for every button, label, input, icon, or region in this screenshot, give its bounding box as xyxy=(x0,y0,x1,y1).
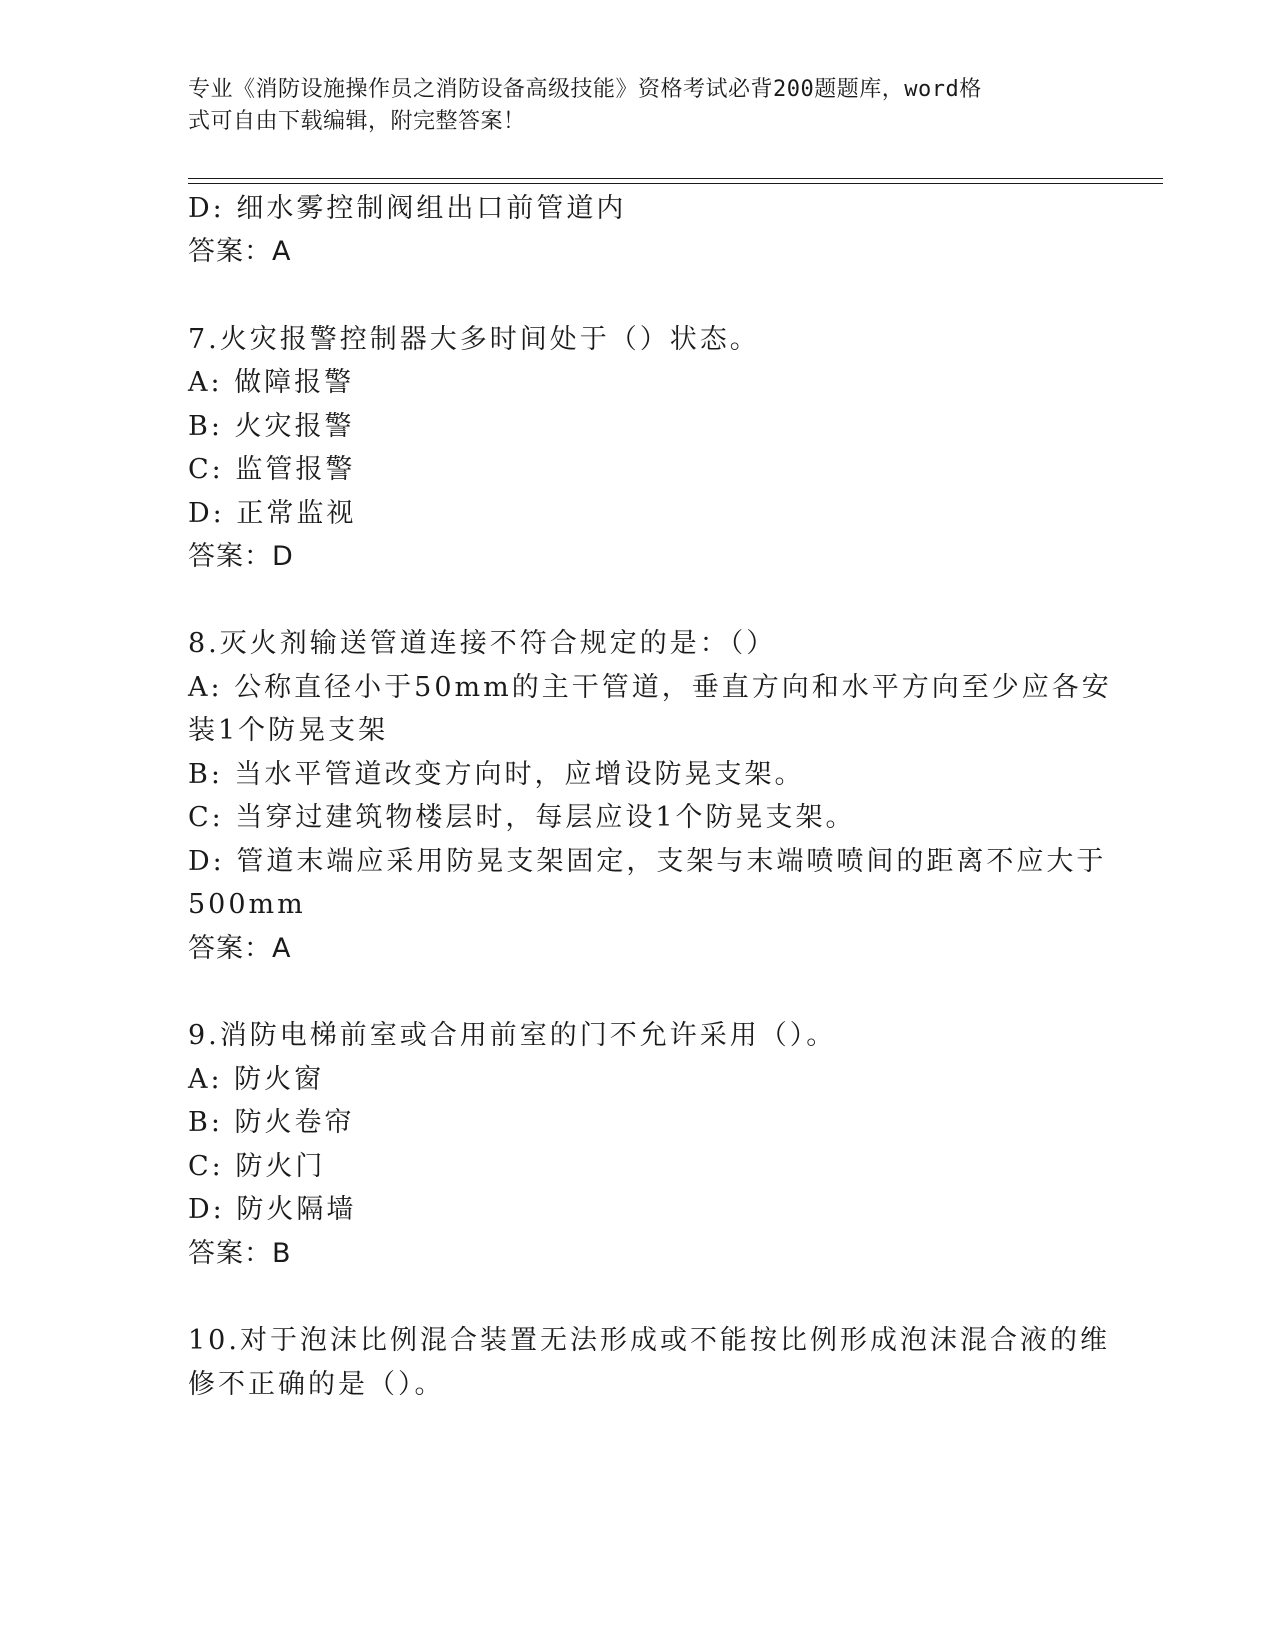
header-line-2: 式可自由下载编辑，附完整答案！ xyxy=(188,109,526,134)
q6-answer: 答案：A xyxy=(188,236,292,267)
q8-option-a-line-2: 装1个防晃支架 xyxy=(188,715,389,746)
q7-option-c: C: 监管报警 xyxy=(188,454,356,485)
q8-option-b: B: 当水平管道改变方向时，应增设防晃支架。 xyxy=(188,759,805,790)
header-divider-top xyxy=(188,178,1163,179)
q9-option-b: B: 防火卷帘 xyxy=(188,1107,355,1138)
q7-answer: 答案：D xyxy=(188,541,294,572)
q7-option-a: A: 做障报警 xyxy=(188,367,355,398)
q8-stem: 8.灭火剂输送管道连接不符合规定的是：（） xyxy=(188,628,777,659)
q7-option-d: D: 正常监视 xyxy=(188,498,357,529)
q10-stem-line-2: 修不正确的是（）。 xyxy=(188,1369,445,1400)
header-divider-bottom xyxy=(188,183,1163,184)
q8-option-d-line-1: D: 管道末端应采用防晃支架固定，支架与末端喷喷间的距离不应大于 xyxy=(188,846,1107,877)
header-line-1: 专业《消防设施操作员之消防设备高级技能》资格考试必背200题题库，word格 xyxy=(188,77,982,102)
document-header xyxy=(188,74,1068,138)
q9-option-c: C: 防火门 xyxy=(188,1151,326,1182)
q8-answer: 答案：A xyxy=(188,933,292,964)
q9-option-a: A: 防火窗 xyxy=(188,1064,325,1095)
q8-option-a-line-1: A: 公称直径小于50mm的主干管道，垂直方向和水平方向至少应各安 xyxy=(188,672,1112,703)
q6-option-d: D: 细水雾控制阀组出口前管道内 xyxy=(188,193,627,224)
q8-option-c: C: 当穿过建筑物楼层时，每层应设1个防晃支架。 xyxy=(188,802,856,833)
q9-option-d: D: 防火隔墙 xyxy=(188,1194,357,1225)
q9-stem: 9.消防电梯前室或合用前室的门不允许采用（）。 xyxy=(188,1020,837,1051)
q8-option-d-line-2: 500mm xyxy=(188,889,306,920)
q9-answer: 答案：B xyxy=(188,1238,292,1269)
q7-option-b: B: 火灾报警 xyxy=(188,411,355,442)
q10-stem-line-1: 10.对于泡沫比例混合装置无法形成或不能按比例形成泡沫混合液的维 xyxy=(188,1325,1110,1356)
q7-stem: 7.火灾报警控制器大多时间处于（）状态。 xyxy=(188,324,760,355)
